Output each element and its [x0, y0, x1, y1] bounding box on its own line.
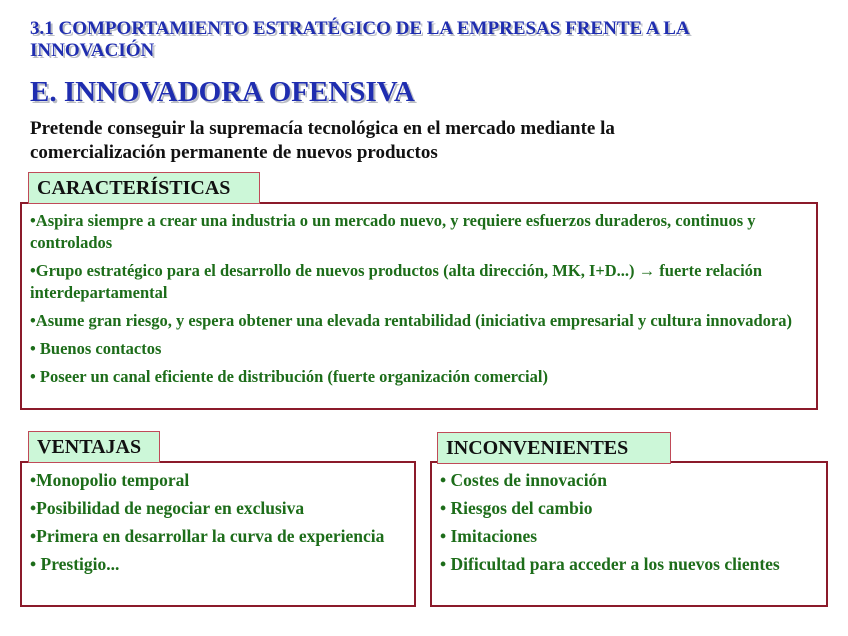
- list-item: • Imitaciones: [440, 526, 538, 546]
- slide-subtitle: 3.1 COMPORTAMIENTO ESTRATÉGICO DE LA EMPRESAS FRENTE A LA INNOVACIÓN: [30, 18, 689, 61]
- list-item: •Posibilidad de negociar en exclusiva: [30, 498, 305, 518]
- slide-intro: Pretende conseguir la supremacía tecnológica en el mercado mediante la comercialización permanente de nuevos productos: [30, 118, 615, 163]
- list-item: • Dificultad para acceder a los nuevos clientes: [440, 554, 780, 574]
- list-item: •Grupo estratégico para el desarrollo de nuevos productos (alta dirección, MK, I+D...) → fuerte relación interdepartamental: [30, 261, 763, 302]
- list-item: •Primera en desarrollar la curva de experiencia: [30, 526, 385, 546]
- list-item: •Aspira siempre a crear una industria o un mercado nuevo, y requiere esfuerzos duraderos, continuos y controlados: [30, 211, 756, 252]
- slide-title: E. INNOVADORA OFENSIVA: [30, 76, 415, 108]
- list-item: • Prestigio...: [30, 554, 120, 574]
- list-item: • Poseer un canal eficiente de distribución (fuerte organización comercial): [30, 367, 548, 386]
- caracteristicas-box: [20, 202, 818, 410]
- inconvenientes-box: [430, 461, 828, 607]
- caracteristicas-label: CARACTERÍSTICAS: [28, 172, 260, 204]
- ventajas-label: VENTAJAS: [28, 431, 160, 463]
- ventajas-box: [20, 461, 416, 607]
- list-item: • Riesgos del cambio: [440, 498, 593, 518]
- inconvenientes-label: INCONVENIENTES: [437, 432, 671, 464]
- list-item: •Monopolio temporal: [30, 470, 190, 490]
- list-item: •Asume gran riesgo, y espera obtener una elevada rentabilidad (iniciativa empresarial y cultura innovadora): [30, 311, 793, 330]
- list-item: • Costes de innovación: [440, 470, 608, 490]
- list-item: • Buenos contactos: [30, 339, 162, 358]
